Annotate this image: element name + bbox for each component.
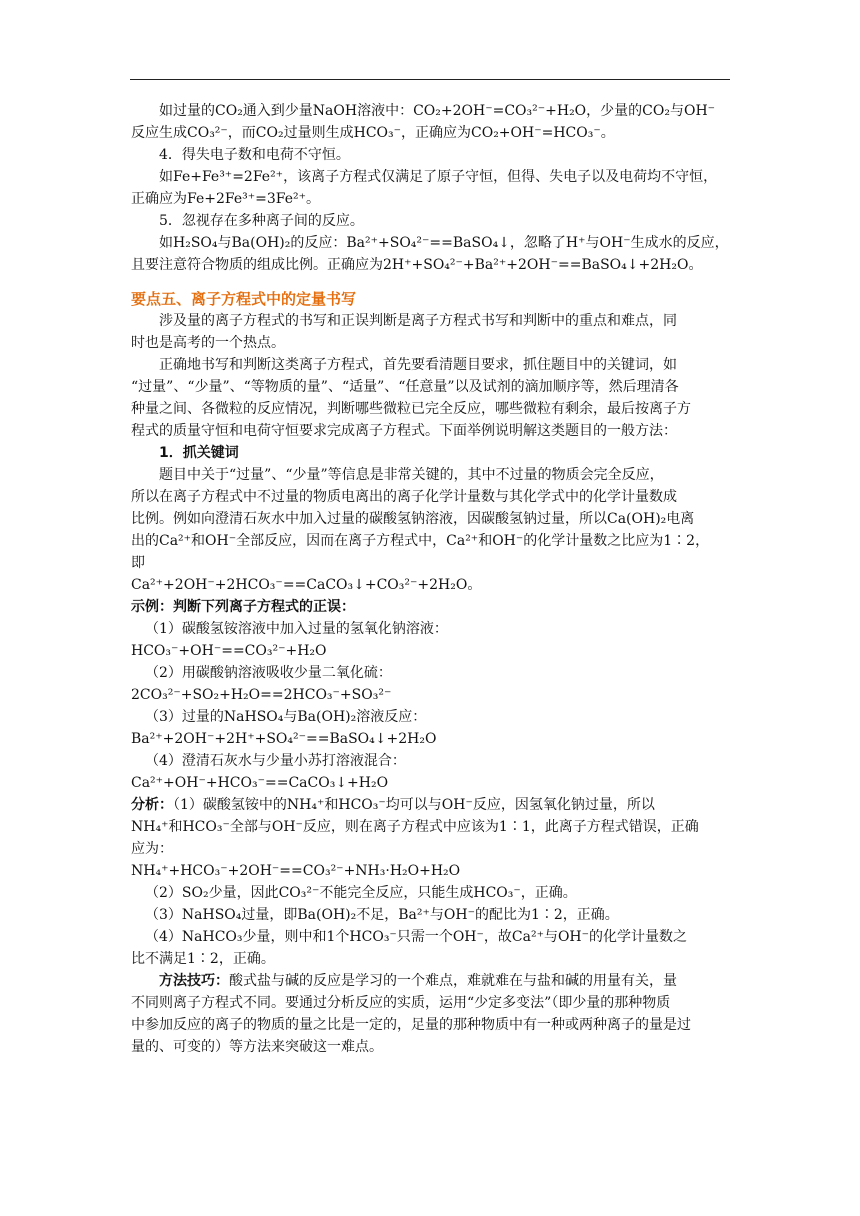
equation: Ca²⁺+2OH⁻+2HCO₃⁻==CaCO₃↓+CO₃²⁻+2H₂O。 (131, 577, 482, 593)
subheading: 1．抓关键词 (159, 445, 239, 461)
text-line: 涉及量的离子方程式的书写和正误判断是离子方程式书写和判断中的重点和难点，同 (159, 313, 677, 329)
text-line: 应为： (131, 841, 173, 857)
text-line: 量的、可变的）等方法来突破这一难点。 (131, 1039, 383, 1055)
list-item: 4．得失电子数和电荷不守恒。 (159, 147, 350, 163)
list-item: 5．忽视存在多种离子间的反应。 (159, 213, 364, 229)
equation: NH₄⁺+HCO₃⁻+2OH⁻==CO₃²⁻+NH₃·H₂O+H₂O (131, 863, 461, 879)
text-line: 程式的质量守恒和电荷守恒要求完成离子方程式。下面举例说明解这类题目的一般方法： (131, 423, 677, 439)
text-line: 中参加反应的离子的物质的量之比是一定的，足量的那种物质中有一种或两种离子的量是过 (131, 1017, 691, 1033)
text-line: 不同则离子方程式不同。要通过分析反应的实质，运用“少定多变法”（即少量的那种物质 (131, 995, 671, 1011)
list-item: （2）SO₂少量，因此CO₃²⁻不能完全反应，只能生成HCO₃⁻，正确。 (145, 885, 577, 901)
list-item: （2）用碳酸钠溶液吸收少量二氧化硫： (145, 665, 392, 681)
method-line (131, 970, 729, 992)
list-item: （3）过量的NaHSO₄与Ba(OH)₂溶液反应： (145, 709, 427, 725)
section-heading: 要点五、离子方程式中的定量书写 (131, 290, 357, 308)
text-line: 如H₂SO₄与Ba(OH)₂的反应：Ba²⁺+SO₄²⁻==BaSO₄↓，忽略了H⁺与OH⁻生成水的反应， (159, 235, 729, 251)
document-body (131, 100, 729, 1058)
analysis-text: （1）碳酸氢铵中的NH₄⁺和HCO₃⁻均可以与OH⁻反应，因氢氧化钠过量，所以 (173, 797, 655, 813)
text-line: 种量之间、各微粒的反应情况，判断哪些微粒已完全反应，哪些微粒有剩余，最后按离子方 (131, 401, 691, 417)
text-line: “过量”、“少量”、“等物质的量”、“适量”、“任意量”以及试剂的滴加顺序等，然后理清各 (131, 379, 679, 395)
analysis-line (131, 794, 729, 816)
method-label: 方法技巧： (159, 973, 229, 989)
equation: 2CO₃²⁻+SO₂+H₂O==2HCO₃⁻+SO₃²⁻ (131, 687, 392, 703)
list-item: （1）碳酸氢铵溶液中加入过量的氢氧化钠溶液： (145, 621, 448, 637)
text-line: 且要注意符合物质的组成比例。正确应为2H⁺+SO₄²⁻+Ba²⁺+2OH⁻==BaSO₄↓+2H₂O。 (131, 257, 703, 273)
text-line: 时也是高考的一个热点。 (131, 335, 285, 351)
equation: Ba²⁺+2OH⁻+2H⁺+SO₄²⁻==BaSO₄↓+2H₂O (131, 731, 437, 747)
text-line: 比不满足1∶2，正确。 (131, 951, 275, 967)
list-item: （3）NaHSO₄过量，即Ba(OH)₂不足，Ba²⁺与OH⁻的配比为1∶2，正确。 (145, 907, 619, 923)
text-line: 题目中关于“过量”、“少量”等信息是非常关键的，其中不过量的物质会完全反应， (159, 467, 664, 483)
method-text: 酸式盐与碱的反应是学习的一个难点，难就难在与盐和碱的用量有关，量 (229, 973, 677, 989)
text-line: 正确地书写和判断这类离子方程式，首先要看清题目要求，抓住题目中的关键词，如 (159, 357, 677, 373)
equation: Ca²⁺+OH⁻+HCO₃⁻==CaCO₃↓+H₂O (131, 775, 389, 791)
text-line: 如过量的CO₂通入到少量NaOH溶液中：CO₂+2OH⁻=CO₃²⁻+H₂O，少量的CO₂与OH⁻ (159, 103, 716, 119)
list-item: （4）澄清石灰水与少量小苏打溶液混合： (145, 753, 406, 769)
text-line: 所以在离子方程式中不过量的物质电离出的离子化学计量数与其化学式中的化学计量数成 (131, 489, 677, 505)
text-line: 反应生成CO₃²⁻，而CO₂过量则生成HCO₃⁻，正确应为CO₂+OH⁻=HCO₃⁻。 (131, 125, 615, 141)
text-line: NH₄⁺和HCO₃⁻全部与OH⁻反应，则在离子方程式中应该为1∶1，此离子方程式错误，正确 (131, 819, 699, 835)
example-label: 示例：判断下列离子方程式的正误： (131, 599, 355, 615)
analysis-label: 分析： (131, 797, 173, 813)
text-line: 出的Ca²⁺和OH⁻全部反应，因而在离子方程式中，Ca²⁺和OH⁻的化学计量数之比应为1∶2， (131, 533, 710, 549)
text-line: 正确应为Fe+2Fe³⁺=3Fe²⁺。 (131, 191, 320, 207)
list-item: （4）NaHCO₃少量，则中和1个HCO₃⁻只需一个OH⁻，故Ca²⁺与OH⁻的化学计量数之 (145, 929, 688, 945)
header-rule (130, 79, 730, 80)
text-line: 比例。例如向澄清石灰水中加入过量的碳酸氢钠溶液，因碳酸氢钠过量，所以Ca(OH)₂电离 (131, 511, 695, 527)
text-line: 即 (131, 555, 145, 571)
text-line: 如Fe+Fe³⁺=2Fe²⁺，该离子方程式仅满足了原子守恒，但得、失电子以及电荷均不守恒， (159, 169, 718, 185)
equation: HCO₃⁻+OH⁻==CO₃²⁻+H₂O (131, 643, 327, 659)
